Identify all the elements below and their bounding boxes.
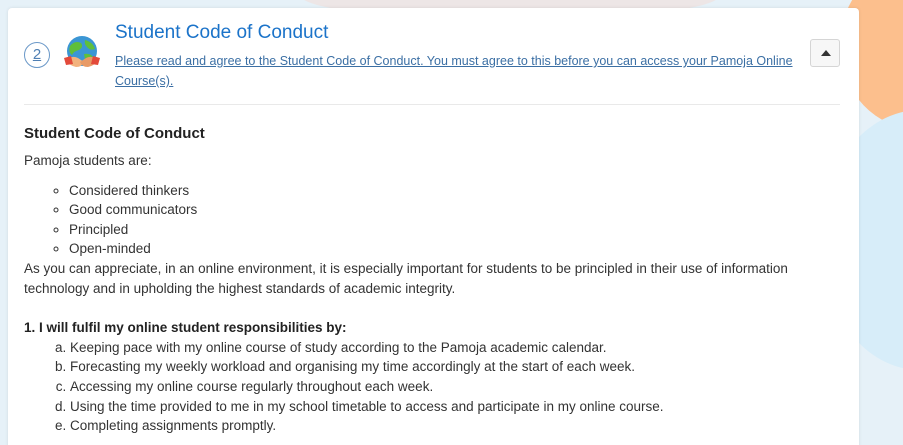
step-number: 2 — [24, 42, 50, 68]
list-item: ◦ Considered thinkers — [69, 181, 824, 201]
list-item: ◦ Good communicators — [69, 200, 824, 220]
list-item: e. Completing assignments promptly. — [70, 416, 824, 436]
list-item: b. Forecasting my weekly workload and organising my time accordingly at the start of each week. — [70, 357, 824, 377]
step-title[interactable]: Student Code of Conduct — [115, 22, 329, 43]
list-item: c. Accessing my online course regularly throughout each week. — [70, 377, 824, 397]
conduct-content — [24, 123, 824, 436]
traits-list — [24, 181, 824, 259]
intro-text: Pamoja students are: — [24, 153, 152, 168]
list-item: a. Keeping pace with my online course of study according to the Pamoja academic calendar. — [70, 338, 824, 358]
header-divider — [24, 104, 840, 105]
collapse-button[interactable] — [810, 39, 840, 67]
step-description-link[interactable]: Please read and agree to the Student Code of Conduct. You must agree to this before you can access your Pamoja Online Course(s). — [115, 54, 793, 88]
section-heading: 1. I will fulfil my online student responsibilities by: — [24, 320, 347, 336]
integrity-paragraph: As you can appreciate, in an online environment, it is especially important for students to be principled in their use of information technology and in upholding the highest standards of academic integrity. — [24, 260, 788, 296]
list-item: d. Using the time provided to me in my school timetable to access and participate in my online course. — [70, 397, 824, 417]
code-of-conduct-panel — [8, 8, 859, 445]
responsibilities-list — [24, 338, 824, 436]
globe-handshake-icon — [62, 34, 102, 74]
list-item: ◦ Principled — [69, 220, 824, 240]
content-heading: Student Code of Conduct — [24, 125, 205, 142]
list-item: ◦ Open-minded — [69, 239, 824, 259]
